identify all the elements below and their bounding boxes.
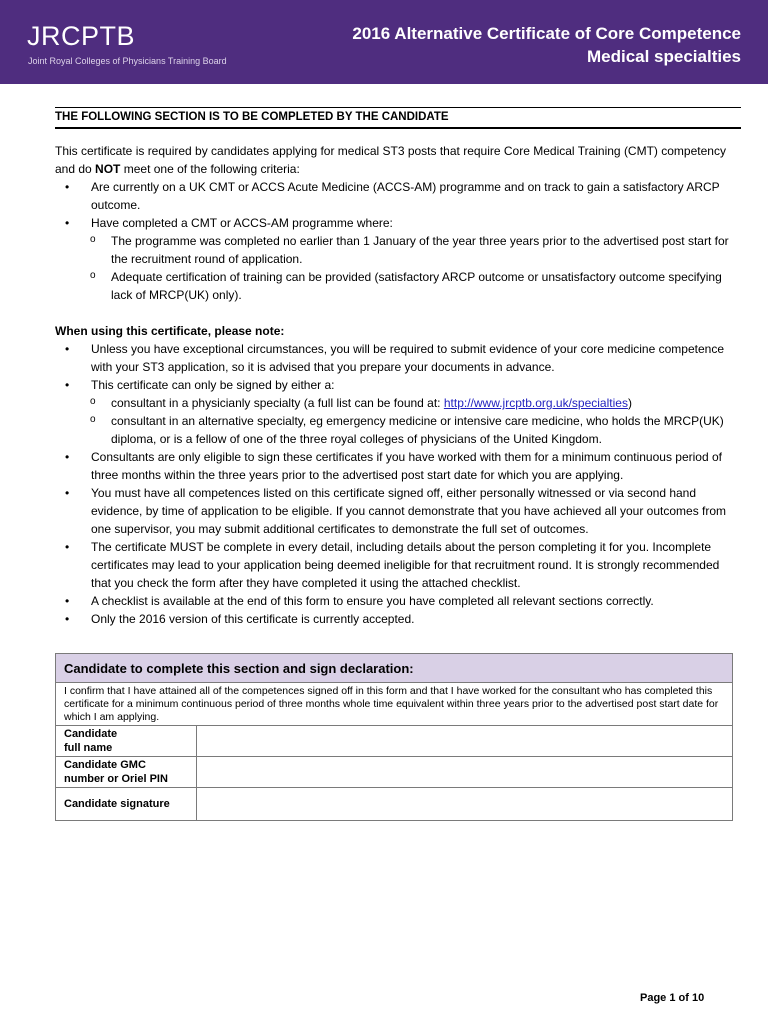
intro-emphasis: NOT bbox=[95, 162, 121, 176]
intro-paragraph bbox=[55, 142, 741, 178]
intro-text-end: meet one of the following criteria: bbox=[120, 162, 300, 176]
page-number: Page 1 of 10 bbox=[640, 992, 705, 1004]
signature-field[interactable] bbox=[197, 788, 733, 821]
list-item: • The certificate MUST be complete in every detail, including details about the person completing it for you. Incomplete certificates may lead to your application being deemed ineligible for that recruitment round. It is strongly recommended that you check the form after they have completed it using the attached checklist. bbox=[55, 538, 741, 592]
list-item: • A checklist is available at the end of this form to ensure you have completed all relevant sections correctly. bbox=[55, 592, 741, 610]
signer-sublist bbox=[55, 394, 741, 448]
instructions bbox=[55, 142, 741, 628]
criteria-list bbox=[55, 178, 741, 304]
list-item-text: This certificate can only be signed by either a: bbox=[91, 378, 335, 392]
candidate-heading: Candidate to complete this section and sign declaration: bbox=[56, 654, 733, 683]
gmc-number-label: Candidate GMC number or Oriel PIN bbox=[56, 757, 197, 788]
title-line-2: Medical specialties bbox=[586, 47, 741, 66]
list-item: • Only the 2016 version of this certificate is currently accepted. bbox=[55, 610, 741, 628]
candidate-declaration-table bbox=[55, 653, 733, 821]
list-item: • Unless you have exceptional circumstances, you will be required to submit evidence of your core medicine competence with your ST3 application, so it is advised that you prepare your documents in advance. bbox=[55, 340, 741, 376]
gmc-number-field[interactable] bbox=[197, 757, 733, 788]
full-name-field[interactable] bbox=[197, 726, 733, 757]
full-name-label: Candidate full name bbox=[56, 726, 197, 757]
note-heading: When using this certificate, please note: bbox=[55, 324, 285, 338]
page-header bbox=[0, 0, 768, 84]
declaration-text: I confirm that I have attained all of the competences signed off in this form and that I have worked for the consultant who has completed this certificate for a minimum continuous period of three months whole time equivalent within three years prior to the advertised post start date for which I am applying. bbox=[56, 683, 733, 726]
notes-list bbox=[55, 340, 741, 628]
list-item bbox=[55, 214, 741, 304]
title-line-1: 2016 Alternative Certificate of Core Competence bbox=[352, 24, 741, 43]
specialties-link[interactable]: http://www.jrcptb.org.uk/specialties bbox=[443, 396, 628, 410]
list-item: • You must have all competences listed on this certificate signed off, either personally witnessed or via second hand evidence, by time of application to be eligible. If you cannot demonstrate that you have achieved all your outcomes from one supervisor, you may submit additional certificates to demonstrate the full set of outcomes. bbox=[55, 484, 741, 538]
list-item: • Consultants are only eligible to sign these certificates if you have worked with them for a minimum continuous period of three months within the three years prior to the advertised post start date for which you are applying. bbox=[55, 448, 741, 484]
sub-list-item: o The programme was completed no earlier than 1 January of the year three years prior to the advertised post start for the recruitment round of application. bbox=[55, 232, 741, 268]
section-heading: THE FOLLOWING SECTION IS TO BE COMPLETED BY THE CANDIDATE bbox=[55, 107, 741, 129]
sub-list-item bbox=[55, 394, 741, 412]
sub-item-text: consultant in a physicianly specialty (a full list can be found at: bbox=[111, 396, 444, 410]
list-item-text: Have completed a CMT or ACCS-AM programme where: bbox=[91, 216, 393, 230]
logo-subtitle: Joint Royal Colleges of Physicians Training Board bbox=[28, 56, 227, 66]
criteria-sublist bbox=[55, 232, 741, 304]
sub-list-item: o Adequate certification of training can be provided (satisfactory ARCP outcome or unsatisfactory outcome specifying lack of MRCP(UK) only). bbox=[55, 268, 741, 304]
list-item bbox=[55, 376, 741, 448]
document-title bbox=[352, 22, 741, 68]
intro-text: This certificate is required by candidates applying for medical ST3 posts that require Core Medical Training (CMT) competency and do bbox=[55, 144, 726, 176]
signature-label: Candidate signature bbox=[56, 788, 197, 821]
sub-list-item: o consultant in an alternative specialty, eg emergency medicine or intensive care medicine, who holds the MRCP(UK) diploma, or is a fellow of one of the three royal colleges of physicians of the United Kingdom. bbox=[55, 412, 741, 448]
list-item: • Are currently on a UK CMT or ACCS Acute Medicine (ACCS-AM) programme and on track to gain a satisfactory ARCP outcome. bbox=[55, 178, 741, 214]
sub-item-text-end: ) bbox=[627, 396, 632, 410]
jrcptb-logo: JRCPTB bbox=[27, 21, 136, 51]
